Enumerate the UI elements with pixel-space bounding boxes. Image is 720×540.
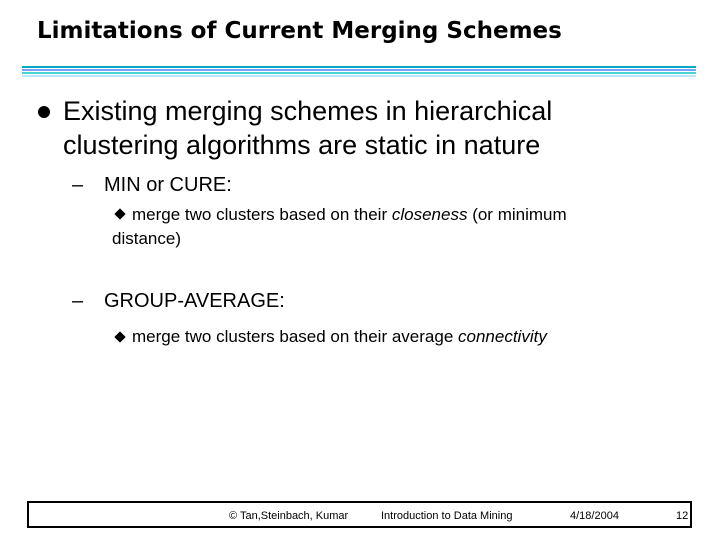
dash-icon: – [72,290,84,312]
item-connectivity [132,325,692,349]
diamond-bullet-icon [114,331,125,342]
item-closeness-post: (or minimum [467,205,567,224]
rule-line-2 [22,69,696,71]
slide-footer [27,501,692,528]
bullet-main: Existing merging schemes in hierarchical clustering algorithms are static in nature [63,96,553,160]
rule-line-1 [22,66,696,68]
bullet-disc-icon [38,106,50,118]
dash-icon: – [72,174,84,196]
footer-date: 4/18/2004 [570,510,619,522]
slide-title: Limitations of Current Merging Schemes [37,18,562,44]
sub-bullet-group-average: GROUP-AVERAGE: [104,290,285,312]
item-closeness-pre: merge two clusters based on their [132,205,392,224]
rule-line-3 [22,72,696,74]
rule-line-4 [22,75,696,77]
item-closeness [112,203,672,251]
item-closeness-line2: distance) [112,229,181,248]
sub-bullet-min-cure: MIN or CURE: [104,174,232,196]
footer-course: Introduction to Data Mining [381,510,513,522]
footer-authors: © Tan,Steinbach, Kumar [229,510,349,522]
item-closeness-em: closeness [391,205,468,224]
footer-page-number: 12 [676,510,689,522]
item-connectivity-em: connectivity [458,327,547,346]
item-connectivity-pre: merge two clusters based on their average [132,327,459,346]
